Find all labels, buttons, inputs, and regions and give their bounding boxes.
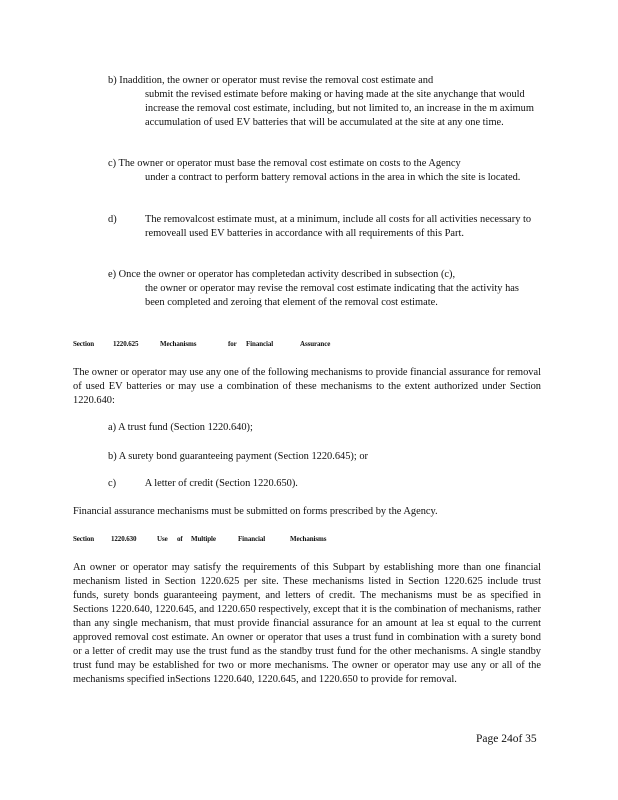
heading-word: Section bbox=[73, 340, 95, 348]
list-item-d-minimum-costs bbox=[108, 213, 540, 241]
mechanism-item-letter-of-credit bbox=[108, 477, 298, 491]
section-625-intro: The owner or operator may use any one of the following mechanisms to provide financial assurance for removal of used EV batteries or may use a combination of these mechanisms to the extent authorized under Section 1220.640: bbox=[73, 367, 541, 406]
heading-word: Multiple bbox=[191, 535, 216, 543]
heading-word: for bbox=[228, 340, 237, 348]
list-item-e-revise-after-activity bbox=[108, 268, 540, 310]
list-item-continuation: the owner or operator may revise the removal cost estimate indicating that the activity has been completed and zeroing that element of the removal cost estimate. bbox=[145, 283, 519, 308]
section-heading-1220-630 bbox=[73, 535, 326, 543]
heading-word: Mechanisms bbox=[290, 535, 327, 543]
heading-word: Financial bbox=[246, 340, 274, 348]
heading-number: 1220.630 bbox=[111, 535, 137, 543]
list-item-label: a) bbox=[108, 422, 117, 433]
list-item-c-base-estimate bbox=[108, 157, 540, 185]
heading-number: 1220.625 bbox=[113, 340, 139, 348]
list-item-text: A surety bond guaranteeing payment (Section 1220.645); or bbox=[118, 451, 369, 462]
section-625-closing: Financial assurance mechanisms must be submitted on forms prescribed by the Agency. bbox=[73, 506, 438, 517]
mechanism-item-trust-fund bbox=[108, 421, 253, 435]
heading-word: Assurance bbox=[300, 340, 331, 348]
list-item-continuation: under a contract to perform battery removal actions in the area in which the site is located. bbox=[145, 172, 521, 183]
list-item-label: c) bbox=[108, 478, 117, 489]
mechanism-item-surety-bond bbox=[108, 450, 368, 464]
list-item-first-line: e) Once the owner or operator has completedan activity described in subsection (c), bbox=[108, 269, 456, 280]
page-number: Page 24of 35 bbox=[476, 733, 537, 745]
list-item-text: The removalcost estimate must, at a minimum, include all costs for all activities necessary to removeall used EV batteries in accordance with all requirements of this Part. bbox=[145, 214, 532, 239]
heading-word: Mechanisms bbox=[160, 340, 197, 348]
list-item-first-line: b) Inaddition, the owner or operator must revise the removal cost estimate and bbox=[108, 75, 434, 86]
list-item-label: b) bbox=[108, 451, 117, 462]
list-item-continuation: submit the revised estimate before making or having made at the site anychange that would increase the removal cost estimate, including, but not limited to, an increase in the m aximum accumulation of used EV batteries that will be accumulated at the site at any one time. bbox=[145, 89, 534, 128]
list-item-first-line: c) The owner or operator must base the removal cost estimate on costs to the Agency bbox=[108, 158, 461, 169]
heading-word: of bbox=[177, 535, 183, 543]
section-630-body: An owner or operator may satisfy the requirements of this Subpart by establishing more than one financial mechanism listed in Section 1220.625 per site. These mechanisms listed in Section 1220.625 include trust funds, surety bonds guaranteeing payment, and letters of credit. The mechanisms must be as specified in Sections 1220.640, 1220.645, and 1220.650 respectively, except that it is the combination of mechanisms, rather than any single mechanism, that must provide financial assurance for an amount at lea st equal to the current approved removal cost estimate. An owner or operator that uses a trust fund in combination with a surety bond or a letter of credit may use the trust fund as the standby trust fund for the other mechanisms. A single standby trust fund may be established for two or more mechanisms. The owner or operator may use any or all of the mechanisms specified inSections 1220.640, 1220.645, and 1220.650 to provide for removal. bbox=[73, 562, 541, 685]
heading-word: Use bbox=[157, 535, 168, 543]
list-item-text: A trust fund (Section 1220.640); bbox=[118, 422, 253, 433]
heading-word: Financial bbox=[238, 535, 266, 543]
list-item-text: A letter of credit (Section 1220.650). bbox=[144, 478, 298, 489]
list-item-b-revise-estimate bbox=[108, 74, 540, 130]
heading-word: Section bbox=[73, 535, 95, 543]
section-heading-1220-625 bbox=[73, 340, 330, 348]
list-item-label: d) bbox=[108, 214, 117, 225]
